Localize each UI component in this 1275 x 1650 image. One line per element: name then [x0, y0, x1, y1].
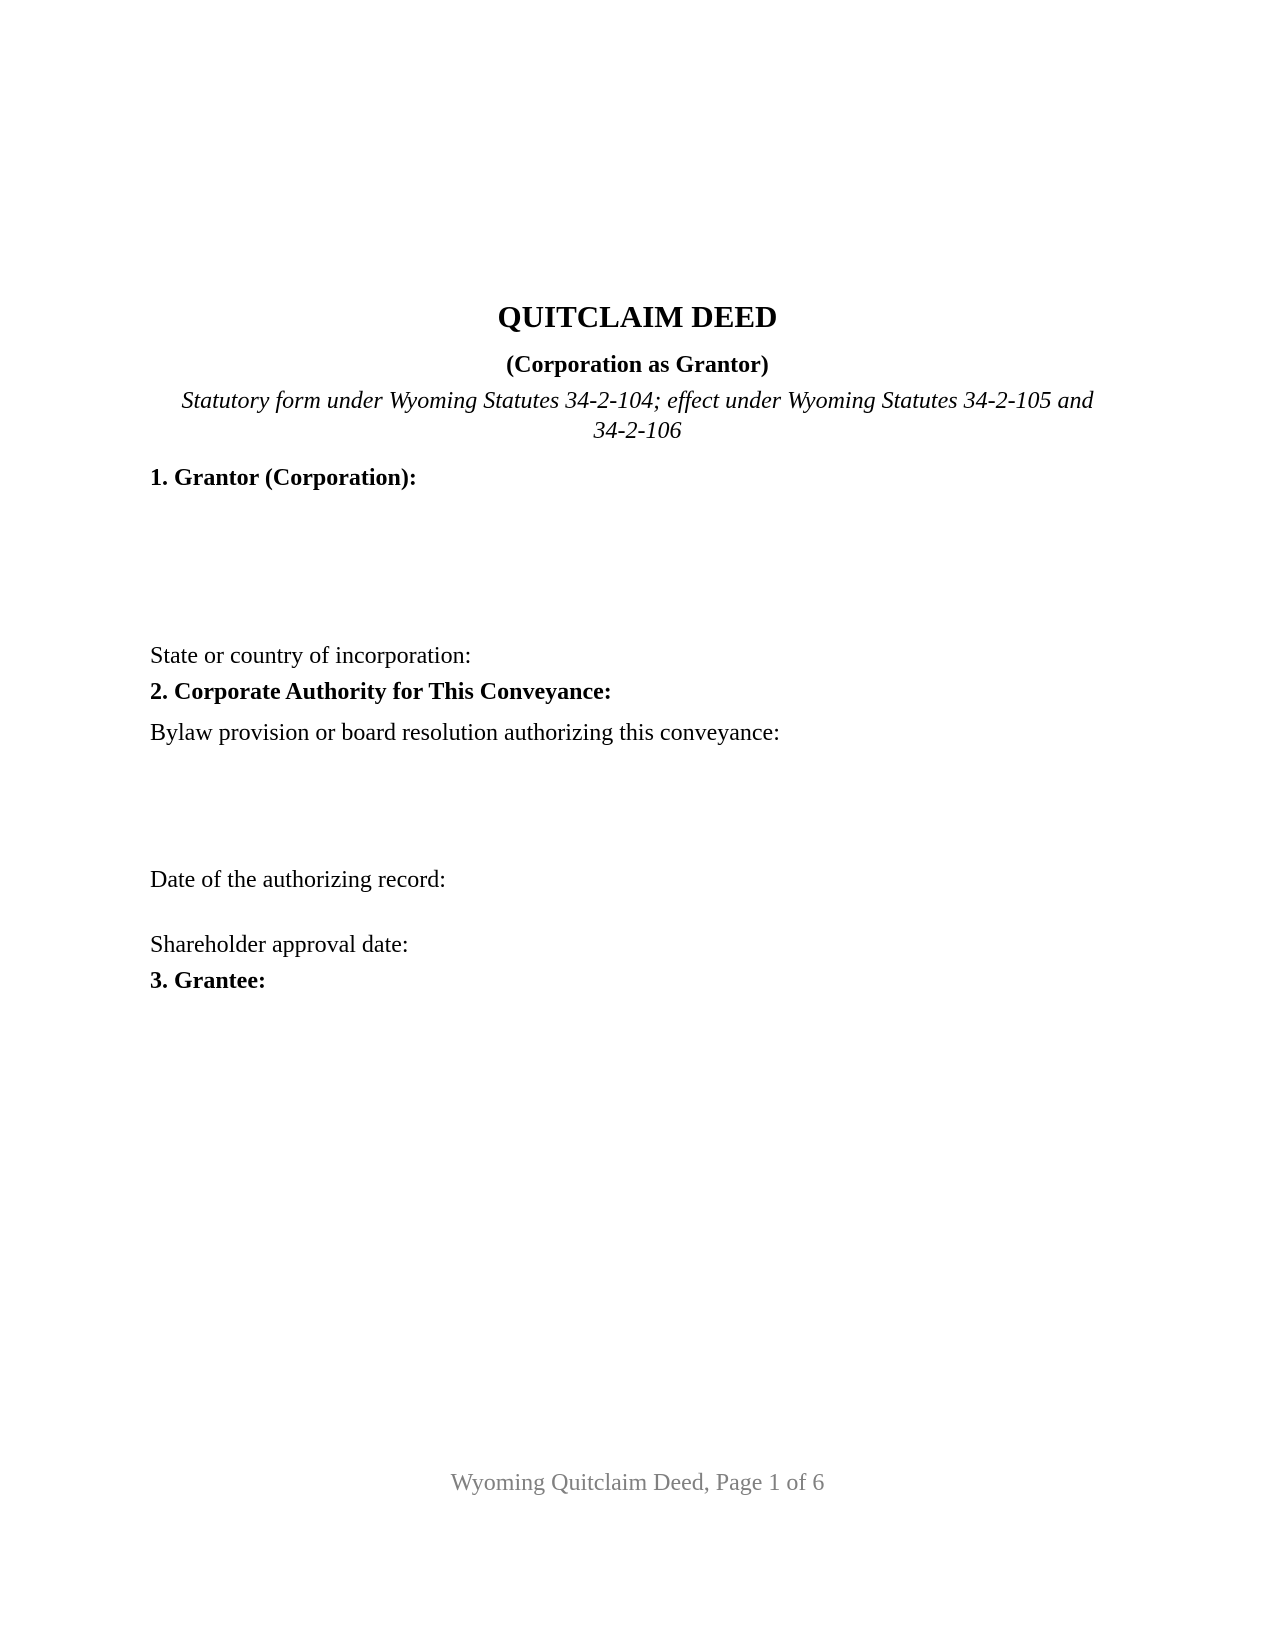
page-footer: Wyoming Quitclaim Deed, Page 1 of 6: [450, 1470, 825, 1496]
corporate-authority-heading: 2. Corporate Authority for This Conveyance:: [150, 679, 612, 705]
statute-reference: [150, 386, 1125, 446]
authorizing-record-date-label: Date of the authorizing record:: [150, 867, 446, 893]
grantor-heading: 1. Grantor (Corporation):: [150, 465, 417, 491]
grantee-heading: 3. Grantee:: [150, 968, 266, 994]
statute-reference-line-2: 34-2-106: [593, 418, 682, 444]
statute-reference-line-1: Statutory form under Wyoming Statutes 34-2-104; effect under Wyoming Statutes 34-2-105 and: [181, 388, 1094, 414]
document-subtitle: (Corporation as Grantor): [506, 352, 769, 378]
document-title: QUITCLAIM DEED: [497, 299, 778, 334]
shareholder-approval-date-label: Shareholder approval date:: [150, 932, 409, 958]
authorizing-resolution-label: Bylaw provision or board resolution authorizing this conveyance:: [150, 720, 780, 746]
incorporation-label: State or country of incorporation:: [150, 643, 472, 669]
